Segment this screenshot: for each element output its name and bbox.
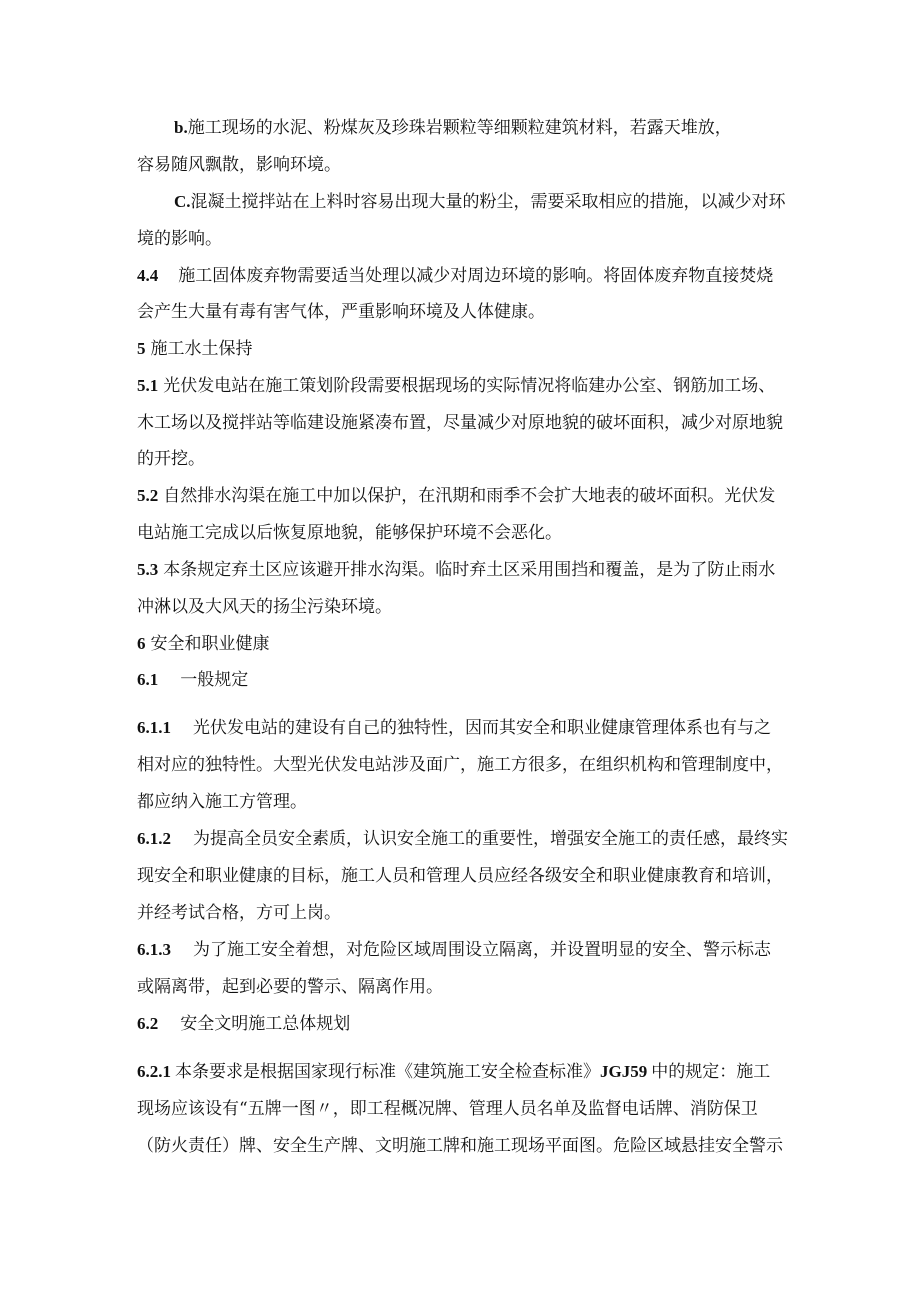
paragraph-text: 冲淋以及大风天的扬尘污染环境。 xyxy=(137,597,392,617)
paragraph-text: 会产生大量有毒有害气体，严重影响环境及人体健康。 xyxy=(137,302,545,322)
section-heading-5 xyxy=(0,337,920,361)
paragraph-text: 中的规定：施工 xyxy=(651,1062,771,1082)
section-number: 6.2 xyxy=(137,1014,159,1033)
paragraph-text: 施工固体废弃物需要适当处理以减少对周边环境的影响。将固体废弃物直接焚烧 xyxy=(178,266,774,286)
text-line xyxy=(0,411,920,435)
text-line xyxy=(0,1060,920,1084)
item-label: C. xyxy=(174,192,191,211)
paragraph-text: 容易随风飘散，影响环境。 xyxy=(137,155,341,175)
text-line xyxy=(0,484,920,508)
text-line xyxy=(0,264,920,288)
paragraph-text: 为了施工安全着想，对危险区域周围设立隔离，并设置明显的安全、警示标志 xyxy=(193,940,771,960)
paragraph-text: 混凝土搅拌站在上料时容易出现大量的粉尘，需要采取相应的措施，以减少对环 xyxy=(190,192,786,212)
paragraph-text: 木工场以及搅拌站等临建设施紧凑布置，尽量减少对原地貌的破坏面积，减少对原地貌 xyxy=(137,413,783,433)
paragraph-text: 现场应该设有“五牌一图〃，即工程概况牌、管理人员名单及监督电话牌、消防保卫 xyxy=(137,1099,758,1119)
section-number: 5.2 xyxy=(137,486,159,505)
paragraph-text: 的开挖。 xyxy=(137,449,205,469)
section-number: 6.1.3 xyxy=(137,940,171,959)
paragraph-text: 光伏发电站在施工策划阶段需要根据现场的实际情况将临建办公室、钢筋加工场、 xyxy=(163,376,776,396)
section-number: 6.1 xyxy=(137,670,159,689)
section-number: 6.1.1 xyxy=(137,718,171,737)
paragraph-text: 为提高全员安全素质，认识安全施工的重要性，增强安全施工的责任感，最终实 xyxy=(193,829,788,849)
paragraph-text: 本条要求是根据国家现行标准《建筑施工安全检查标准》 xyxy=(175,1062,600,1082)
paragraph-text: 都应纳入施工方管理。 xyxy=(137,792,307,812)
text-line xyxy=(0,1097,920,1121)
section-title: 一般规定 xyxy=(180,670,249,690)
paragraph-text: 并经考试合格，方可上岗。 xyxy=(137,903,341,923)
paragraph-text: 光伏发电站的建设有自己的独特性，因而其安全和职业健康管理体系也有与之 xyxy=(193,718,771,738)
section-number: 6 xyxy=(137,634,146,653)
text-line xyxy=(0,374,920,398)
paragraph-text: 现安全和职业健康的目标，施工人员和管理人员应经各级安全和职业健康教育和培训， xyxy=(137,866,783,886)
paragraph-text: （防火责任）牌、安全生产牌、文明施工牌和施工现场平面图。危险区域悬挂安全警示 xyxy=(137,1136,783,1156)
section-number: 6.2.1 xyxy=(137,1062,171,1081)
text-line xyxy=(0,753,920,777)
text-line xyxy=(0,975,920,999)
paragraph-text: 相对应的独特性。大型光伏发电站涉及面广，施工方很多，在组织机构和管理制度中， xyxy=(137,755,783,775)
text-line xyxy=(0,558,920,582)
section-number: 5.1 xyxy=(137,376,159,395)
section-number: 5.3 xyxy=(137,560,159,579)
text-line xyxy=(0,595,920,619)
paragraph-text: 电站施工完成以后恢复原地貌，能够保护环境不会恶化。 xyxy=(137,523,562,543)
section-number: 4.4 xyxy=(137,266,159,285)
text-line xyxy=(0,521,920,545)
section-number: 5 xyxy=(137,339,146,358)
paragraph-text: 自然排水沟渠在施工中加以保护，在汛期和雨季不会扩大地表的破坏面积。光伏发 xyxy=(163,486,776,506)
paragraph-text: 施工现场的水泥、粉煤灰及珍珠岩颗粒等细颗粒建筑材料，若露天堆放， xyxy=(187,118,732,138)
text-line xyxy=(0,827,920,851)
text-line xyxy=(0,153,920,177)
section-heading-6-2 xyxy=(0,1012,920,1036)
text-line xyxy=(0,864,920,888)
item-label: b. xyxy=(174,118,188,137)
text-line xyxy=(0,790,920,814)
text-line xyxy=(0,938,920,962)
section-heading-6-1 xyxy=(0,668,920,692)
section-heading-6 xyxy=(0,632,920,656)
paragraph-text: 或隔离带，起到必要的警示、隔离作用。 xyxy=(137,977,443,997)
text-line xyxy=(0,190,920,214)
text-line xyxy=(0,1134,920,1158)
section-title: 安全和职业健康 xyxy=(150,634,270,654)
section-title: 安全文明施工总体规划 xyxy=(180,1014,351,1034)
section-title: 施工水土保持 xyxy=(150,339,253,359)
text-line xyxy=(0,300,920,324)
section-number: 6.1.2 xyxy=(137,829,171,848)
text-line xyxy=(0,227,920,251)
text-line xyxy=(0,716,920,740)
text-line xyxy=(0,116,920,140)
text-line xyxy=(0,447,920,471)
paragraph-text: 本条规定弃土区应该避开排水沟渠。临时弃土区采用围挡和覆盖，是为了防止雨水 xyxy=(163,560,776,580)
paragraph-text: 境的影响。 xyxy=(137,229,222,249)
standard-code: JGJ59 xyxy=(600,1062,648,1081)
text-line xyxy=(0,901,920,925)
